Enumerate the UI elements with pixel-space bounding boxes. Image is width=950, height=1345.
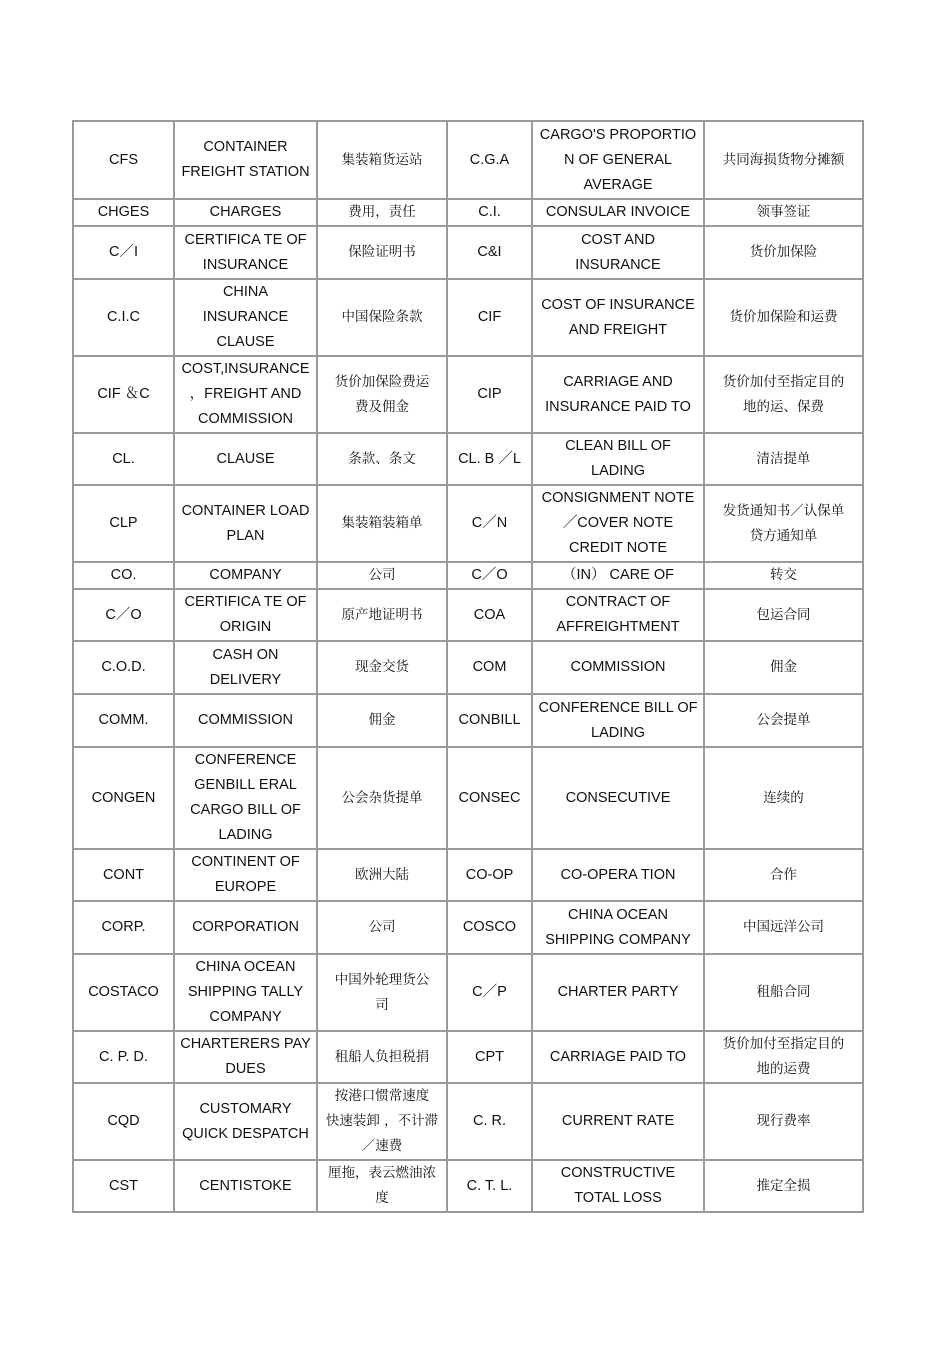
chinese-cell: 货价加付至指定目的 地的运、保费 — [704, 356, 863, 433]
chinese-cell: 货价加保险 — [704, 226, 863, 279]
abbreviation-cell: C.I.C — [73, 279, 174, 356]
term-cell: CONSTRUCTIVE TOTAL LOSS — [532, 1160, 704, 1212]
chinese-cell: 佣金 — [317, 694, 447, 747]
chinese-cell: 货价加保险费运 费及佣金 — [317, 356, 447, 433]
abbreviation-cell: C／N — [447, 485, 532, 562]
term-cell: CHINA OCEAN SHIPPING COMPANY — [532, 901, 704, 954]
chinese-cell: 公会杂货提单 — [317, 747, 447, 849]
term-cell: CARRIAGE PAID TO — [532, 1031, 704, 1083]
table-row — [73, 1083, 863, 1160]
term-cell: CORPORATION — [174, 901, 317, 954]
term-cell: COST AND INSURANCE — [532, 226, 704, 279]
abbreviation-cell: CFS — [73, 121, 174, 199]
abbreviation-cell: CONSEC — [447, 747, 532, 849]
chinese-cell: 中国保险条款 — [317, 279, 447, 356]
chinese-cell: 集装箱货运站 — [317, 121, 447, 199]
abbreviation-cell: C&I — [447, 226, 532, 279]
term-cell: COMMISSION — [532, 641, 704, 694]
chinese-cell: 费用，责任 — [317, 199, 447, 226]
table-body — [73, 121, 863, 1212]
abbreviation-cell: CPT — [447, 1031, 532, 1083]
table-row — [73, 1160, 863, 1212]
term-cell: CONFERENCE GENBILL ERAL CARGO BILL OF LADING — [174, 747, 317, 849]
term-cell: CHINA OCEAN SHIPPING TALLY COMPANY — [174, 954, 317, 1031]
table-row — [73, 485, 863, 562]
term-cell: CHARTER PARTY — [532, 954, 704, 1031]
abbreviation-cell: CIF ＆C — [73, 356, 174, 433]
abbreviation-cell: C. T. L. — [447, 1160, 532, 1212]
abbreviation-cell: CONGEN — [73, 747, 174, 849]
term-cell: COMPANY — [174, 562, 317, 589]
chinese-cell: 合作 — [704, 849, 863, 901]
term-cell: COMMISSION — [174, 694, 317, 747]
table-row — [73, 199, 863, 226]
term-cell: CARGO'S PROPORTIO N OF GENERAL AVERAGE — [532, 121, 704, 199]
table-row — [73, 121, 863, 199]
term-cell: CONTAINER FREIGHT STATION — [174, 121, 317, 199]
chinese-cell: 中国远洋公司 — [704, 901, 863, 954]
table-row — [73, 694, 863, 747]
chinese-cell: 发货通知书／认保单 贷方通知单 — [704, 485, 863, 562]
chinese-cell: 货价加保险和运费 — [704, 279, 863, 356]
term-cell: CONSULAR INVOICE — [532, 199, 704, 226]
term-cell: CUSTOMARY QUICK DESPATCH — [174, 1083, 317, 1160]
chinese-cell: 领事签证 — [704, 199, 863, 226]
term-cell: CHARTERERS PAY DUES — [174, 1031, 317, 1083]
abbreviation-cell: C.G.A — [447, 121, 532, 199]
term-cell: CLEAN BILL OF LADING — [532, 433, 704, 485]
table-row — [73, 226, 863, 279]
term-cell: CLAUSE — [174, 433, 317, 485]
chinese-cell: 公会提单 — [704, 694, 863, 747]
term-cell: CONTINENT OF EUROPE — [174, 849, 317, 901]
term-cell: CONTAINER LOAD PLAN — [174, 485, 317, 562]
term-cell: CHARGES — [174, 199, 317, 226]
chinese-cell: 佣金 — [704, 641, 863, 694]
chinese-cell: 推定全损 — [704, 1160, 863, 1212]
chinese-cell: 连续的 — [704, 747, 863, 849]
table-row — [73, 1031, 863, 1083]
abbreviation-cell: COM — [447, 641, 532, 694]
chinese-cell: 公司 — [317, 562, 447, 589]
term-cell: COST OF INSURANCE AND FREIGHT — [532, 279, 704, 356]
chinese-cell: 共同海损货物分摊额 — [704, 121, 863, 199]
abbreviation-cell: CST — [73, 1160, 174, 1212]
abbreviation-cell: COA — [447, 589, 532, 641]
table-row — [73, 279, 863, 356]
chinese-cell: 现金交货 — [317, 641, 447, 694]
abbreviation-table — [72, 120, 864, 1213]
term-cell: CERTIFICA TE OF INSURANCE — [174, 226, 317, 279]
abbreviation-cell: COMM. — [73, 694, 174, 747]
abbreviation-cell: C. R. — [447, 1083, 532, 1160]
term-cell: CONFERENCE BILL OF LADING — [532, 694, 704, 747]
abbreviation-cell: C.O.D. — [73, 641, 174, 694]
chinese-cell: 租船合同 — [704, 954, 863, 1031]
table-row — [73, 433, 863, 485]
abbreviation-cell: CLP — [73, 485, 174, 562]
chinese-cell: 包运合同 — [704, 589, 863, 641]
abbreviation-cell: CHGES — [73, 199, 174, 226]
abbreviation-cell: CIF — [447, 279, 532, 356]
term-cell: CURRENT RATE — [532, 1083, 704, 1160]
abbreviation-cell: C.I. — [447, 199, 532, 226]
abbreviation-cell: CO. — [73, 562, 174, 589]
term-cell: CONTRACT OF AFFREIGHTMENT — [532, 589, 704, 641]
chinese-cell: 中国外轮理货公 司 — [317, 954, 447, 1031]
abbreviation-cell: C／I — [73, 226, 174, 279]
table-row — [73, 954, 863, 1031]
table-row — [73, 356, 863, 433]
term-cell: CENTISTOKE — [174, 1160, 317, 1212]
term-cell: CARRIAGE AND INSURANCE PAID TO — [532, 356, 704, 433]
abbreviation-cell: C／O — [73, 589, 174, 641]
table-row — [73, 901, 863, 954]
abbreviation-cell: CQD — [73, 1083, 174, 1160]
abbreviation-cell: C. P. D. — [73, 1031, 174, 1083]
abbreviation-cell: CIP — [447, 356, 532, 433]
table-row — [73, 589, 863, 641]
term-cell: COST,INSURANCE ，FREIGHT AND COMMISSION — [174, 356, 317, 433]
chinese-cell: 原产地证明书 — [317, 589, 447, 641]
term-cell: CONSECUTIVE — [532, 747, 704, 849]
table-row — [73, 562, 863, 589]
abbreviation-cell: C／P — [447, 954, 532, 1031]
chinese-cell: 清洁提单 — [704, 433, 863, 485]
abbreviation-cell: CL. — [73, 433, 174, 485]
abbreviation-cell: C／O — [447, 562, 532, 589]
abbreviation-cell: COSTACO — [73, 954, 174, 1031]
abbreviation-cell: CONBILL — [447, 694, 532, 747]
abbreviation-cell: CO-OP — [447, 849, 532, 901]
chinese-cell: 欧洲大陆 — [317, 849, 447, 901]
chinese-cell: 保险证明书 — [317, 226, 447, 279]
chinese-cell: 现行费率 — [704, 1083, 863, 1160]
term-cell: CASH ON DELIVERY — [174, 641, 317, 694]
chinese-cell: 条款、条文 — [317, 433, 447, 485]
table-row — [73, 849, 863, 901]
chinese-cell: 厘拖，表云燃油浓 度 — [317, 1160, 447, 1212]
table-row — [73, 747, 863, 849]
abbreviation-cell: COSCO — [447, 901, 532, 954]
table-row — [73, 641, 863, 694]
abbreviation-cell: CONT — [73, 849, 174, 901]
abbreviation-cell: CL. B ／L — [447, 433, 532, 485]
term-cell: （IN） CARE OF — [532, 562, 704, 589]
chinese-cell: 货价加付至指定目的 地的运费 — [704, 1031, 863, 1083]
chinese-cell: 租船人负担税捐 — [317, 1031, 447, 1083]
chinese-cell: 按港口惯常速度 快速装卸 ，不计滞 ／速费 — [317, 1083, 447, 1160]
chinese-cell: 集装箱装箱单 — [317, 485, 447, 562]
term-cell: CERTIFICA TE OF ORIGIN — [174, 589, 317, 641]
term-cell: CHINA INSURANCE CLAUSE — [174, 279, 317, 356]
term-cell: CO-OPERA TION — [532, 849, 704, 901]
chinese-cell: 公司 — [317, 901, 447, 954]
abbreviation-cell: CORP. — [73, 901, 174, 954]
term-cell: CONSIGNMENT NOTE ／COVER NOTE CREDIT NOTE — [532, 485, 704, 562]
chinese-cell: 转交 — [704, 562, 863, 589]
